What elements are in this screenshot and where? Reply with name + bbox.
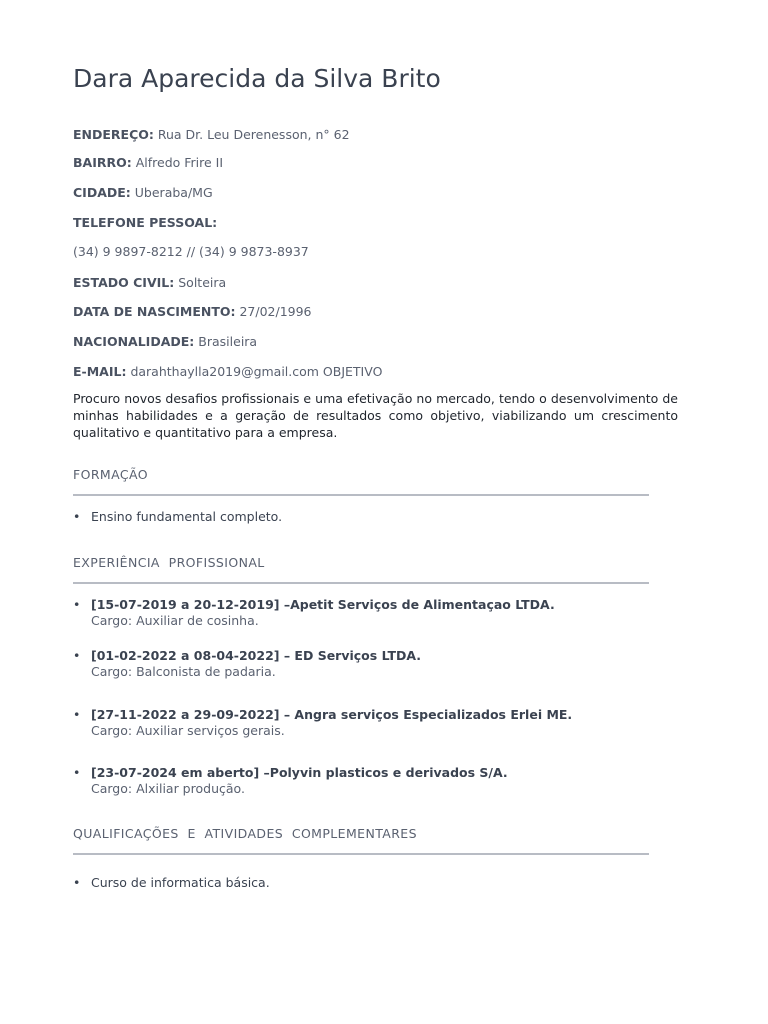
email-value: darahthaylla2019@gmail.com OBJETIVO [130, 364, 383, 379]
address-value: Rua Dr. Leu Derenesson, n° 62 [157, 127, 350, 142]
qualifications-section-title: QUALIFICAÇÕES E ATIVIDADES COMPLEMENTARES [73, 826, 417, 841]
objective-text: Procuro novos desafios profissionais e uma efetivação no mercado, tendo o desenvolvimento de minhas habilidades e a geração de resultados como objetivo, viabilizando um crescimento qualitativo e quantitativo para a empresa. [73, 391, 678, 440]
job-role: Cargo: Auxiliar de cosinha. [91, 612, 259, 628]
city-value: Uberaba/MG [134, 185, 213, 200]
neighborhood-value: Alfredo Frire II [135, 155, 224, 170]
education-divider [73, 494, 649, 496]
bullet-icon: • [73, 648, 81, 663]
job-role: Cargo: Alxiliar produção. [91, 780, 245, 796]
qualifications-divider [73, 853, 649, 855]
address-label: ENDEREÇO: [73, 127, 154, 142]
job-heading: [27-11-2022 a 29-09-2022] – Angra serviços Especializados Erlei ME. [91, 707, 573, 722]
city-field [73, 185, 213, 200]
job-list-item-1 [73, 597, 678, 628]
list-item [73, 648, 678, 679]
job-heading: [15-07-2019 a 20-12-2019] –Apetit Serviços de Alimentaçao LTDA. [91, 597, 555, 612]
education-item-text: Ensino fundamental completo. [91, 509, 283, 524]
phone-field-value [73, 244, 309, 259]
marital-status-field [73, 275, 226, 290]
list-item [73, 765, 678, 796]
job-list-item-3 [73, 707, 678, 738]
job-role: Cargo: Auxiliar serviços gerais. [91, 722, 285, 738]
city-label: CIDADE: [73, 185, 131, 200]
job-heading: [01-02-2022 a 08-04-2022] – ED Serviços LTDA. [91, 648, 422, 663]
bullet-icon: • [73, 875, 81, 890]
nationality-label: NACIONALIDADE: [73, 334, 195, 349]
phone-label: TELEFONE PESSOAL: [73, 215, 218, 230]
bullet-icon: • [73, 597, 81, 612]
neighborhood-label: BAIRRO: [73, 155, 132, 170]
birthdate-field [73, 304, 312, 319]
job-list-item-4 [73, 765, 678, 796]
education-list [73, 509, 678, 525]
list-item [73, 707, 678, 738]
email-field [73, 364, 382, 379]
bullet-icon: • [73, 765, 81, 780]
experience-section-title: EXPERIÊNCIA PROFISSIONAL [73, 555, 265, 570]
phone-value: (34) 9 9897-8212 // (34) 9 9873-8937 [73, 244, 309, 259]
job-heading: [23-07-2024 em aberto] –Polyvin plasticos e derivados S/A. [91, 765, 508, 780]
marital-status-label: ESTADO CIVIL: [73, 275, 175, 290]
qualifications-list [73, 875, 678, 891]
birthdate-value: 27/02/1996 [239, 304, 312, 319]
address-field [73, 127, 350, 142]
list-item [73, 597, 678, 628]
nationality-value: Brasileira [198, 334, 258, 349]
bullet-icon: • [73, 707, 81, 722]
bullet-icon: • [73, 509, 81, 524]
neighborhood-field [73, 155, 223, 170]
list-item [73, 875, 678, 891]
job-role: Cargo: Balconista de padaria. [91, 663, 276, 679]
nationality-field [73, 334, 257, 349]
education-section-title: FORMAÇÃO [73, 467, 148, 482]
birthdate-label: DATA DE NASCIMENTO: [73, 304, 236, 319]
phone-field-label [73, 215, 217, 230]
list-item [73, 509, 678, 525]
experience-divider [73, 582, 649, 584]
candidate-name: Dara Aparecida da Silva Brito [73, 64, 441, 93]
qualification-item-text: Curso de informatica básica. [91, 875, 270, 890]
email-label: E-MAIL: [73, 364, 127, 379]
job-list-item-2 [73, 648, 678, 679]
marital-status-value: Solteira [178, 275, 227, 290]
